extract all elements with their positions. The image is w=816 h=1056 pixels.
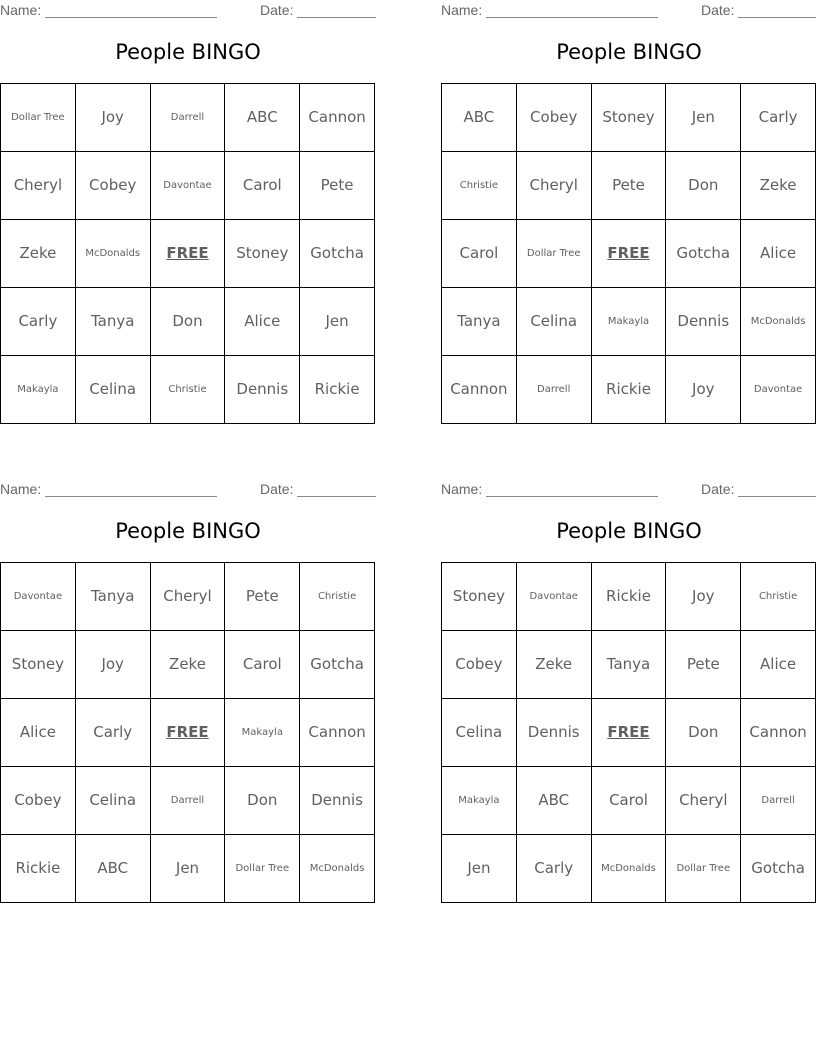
grid-cell[interactable]: Carol [442, 220, 517, 288]
grid-cell[interactable]: Cobey [516, 84, 591, 152]
grid-cell[interactable]: Celina [75, 767, 150, 835]
grid-cell[interactable]: Pete [666, 631, 741, 699]
grid-row [1, 356, 375, 424]
grid-cell[interactable]: Gotcha [300, 631, 375, 699]
grid-cell[interactable]: Tanya [442, 288, 517, 356]
grid-cell[interactable]: Cobey [442, 631, 517, 699]
grid-cell[interactable]: Stoney [225, 220, 300, 288]
grid-row [1, 699, 375, 767]
header-line [0, 479, 376, 499]
grid-row [442, 356, 816, 424]
date-field[interactable] [738, 496, 816, 497]
grid-row [1, 835, 375, 903]
grid-row [442, 152, 816, 220]
date-field[interactable] [297, 496, 376, 497]
grid-cell[interactable]: Carol [591, 767, 666, 835]
grid-cell[interactable]: Stoney [1, 631, 76, 699]
grid-cell[interactable]: Dollar Tree [666, 835, 741, 903]
grid-cell[interactable]: ABC [516, 767, 591, 835]
card-title: People BINGO [556, 40, 702, 64]
name-field[interactable] [486, 17, 658, 18]
grid-cell[interactable]: Carly [516, 835, 591, 903]
grid-cell[interactable]: Cannon [442, 356, 517, 424]
date-label: Date: [260, 481, 294, 497]
grid-cell[interactable]: Cannon [300, 699, 375, 767]
grid-cell[interactable]: Dollar Tree [1, 84, 76, 152]
grid-cell[interactable]: Makayla [442, 767, 517, 835]
grid-cell[interactable]: Joy [75, 631, 150, 699]
grid-cell[interactable]: Tanya [75, 563, 150, 631]
grid-cell[interactable]: McDonalds [75, 220, 150, 288]
name-field[interactable] [486, 496, 658, 497]
free-space[interactable]: FREE [591, 699, 666, 767]
grid-cell[interactable]: Makayla [1, 356, 76, 424]
grid-cell[interactable]: Christie [442, 152, 517, 220]
grid-cell[interactable]: Cheryl [516, 152, 591, 220]
grid-cell[interactable]: Darrell [516, 356, 591, 424]
grid-row [442, 220, 816, 288]
grid-cell[interactable]: Carly [741, 84, 816, 152]
grid-cell[interactable]: Joy [666, 356, 741, 424]
grid-cell[interactable]: Celina [75, 356, 150, 424]
name-field[interactable] [45, 496, 217, 497]
grid-cell[interactable]: Christie [300, 563, 375, 631]
grid-cell[interactable]: Carol [225, 152, 300, 220]
grid-cell[interactable]: Joy [666, 563, 741, 631]
free-space[interactable]: FREE [591, 220, 666, 288]
grid-cell[interactable]: Gotcha [741, 835, 816, 903]
grid-cell[interactable]: Carol [225, 631, 300, 699]
grid-row [442, 288, 816, 356]
grid-cell[interactable]: Carly [1, 288, 76, 356]
grid-cell[interactable]: Cheryl [150, 563, 225, 631]
grid-cell[interactable]: Stoney [591, 84, 666, 152]
bingo-grid [441, 83, 816, 424]
bingo-grid [0, 83, 375, 424]
grid-cell[interactable]: Tanya [75, 288, 150, 356]
grid-cell[interactable]: Davontae [150, 152, 225, 220]
grid-cell[interactable]: Cannon [300, 84, 375, 152]
grid-cell[interactable]: Cheryl [666, 767, 741, 835]
grid-cell[interactable]: Darrell [150, 84, 225, 152]
date-field[interactable] [297, 17, 376, 18]
grid-cell[interactable]: Dollar Tree [516, 220, 591, 288]
grid-cell[interactable]: Stoney [442, 563, 517, 631]
grid-cell[interactable]: Makayla [225, 699, 300, 767]
bingo-grid [441, 562, 816, 903]
grid-row [1, 767, 375, 835]
name-label: Name: [0, 2, 42, 18]
grid-cell[interactable]: Dollar Tree [225, 835, 300, 903]
date-label: Date: [260, 2, 294, 18]
grid-row [442, 835, 816, 903]
grid-cell[interactable]: McDonalds [741, 288, 816, 356]
grid-cell[interactable]: Rickie [591, 563, 666, 631]
card-title: People BINGO [115, 40, 261, 64]
grid-cell[interactable]: Jen [442, 835, 517, 903]
header-line [441, 0, 816, 20]
grid-cell[interactable]: Don [666, 152, 741, 220]
grid-row [442, 84, 816, 152]
grid-row [1, 288, 375, 356]
grid-cell[interactable]: Dennis [666, 288, 741, 356]
grid-cell[interactable]: Carly [75, 699, 150, 767]
name-label: Name: [0, 481, 42, 497]
grid-cell[interactable]: Davontae [741, 356, 816, 424]
name-label: Name: [441, 2, 483, 18]
grid-cell[interactable]: Don [150, 288, 225, 356]
card-title: People BINGO [115, 519, 261, 543]
grid-cell[interactable]: ABC [75, 835, 150, 903]
grid-row [442, 699, 816, 767]
name-field[interactable] [45, 17, 217, 18]
grid-cell[interactable]: Pete [591, 152, 666, 220]
grid-cell[interactable]: Christie [741, 563, 816, 631]
grid-cell[interactable]: Pete [225, 563, 300, 631]
grid-cell[interactable]: Cheryl [1, 152, 76, 220]
grid-cell[interactable]: Alice [741, 220, 816, 288]
date-field[interactable] [738, 17, 816, 18]
grid-cell[interactable]: Alice [741, 631, 816, 699]
grid-row [1, 631, 375, 699]
grid-cell[interactable]: Zeke [741, 152, 816, 220]
grid-cell[interactable]: ABC [225, 84, 300, 152]
grid-cell[interactable]: Rickie [300, 356, 375, 424]
grid-row [1, 220, 375, 288]
card-title: People BINGO [556, 519, 702, 543]
name-label: Name: [441, 481, 483, 497]
grid-cell[interactable]: Gotcha [300, 220, 375, 288]
date-label: Date: [701, 2, 735, 18]
grid-cell[interactable]: Celina [442, 699, 517, 767]
grid-cell[interactable]: Tanya [591, 631, 666, 699]
grid-cell[interactable]: Pete [300, 152, 375, 220]
grid-cell[interactable]: Cobey [1, 767, 76, 835]
grid-row [1, 563, 375, 631]
grid-cell[interactable]: Davontae [516, 563, 591, 631]
grid-row [442, 767, 816, 835]
grid-row [1, 152, 375, 220]
grid-cell[interactable]: Cannon [741, 699, 816, 767]
grid-cell[interactable]: Alice [1, 699, 76, 767]
grid-cell[interactable]: Darrell [741, 767, 816, 835]
date-label: Date: [701, 481, 735, 497]
bingo-grid [0, 562, 375, 903]
free-space[interactable]: FREE [150, 699, 225, 767]
free-space[interactable]: FREE [150, 220, 225, 288]
grid-row [442, 631, 816, 699]
grid-cell[interactable]: Jen [666, 84, 741, 152]
grid-cell[interactable]: McDonalds [591, 835, 666, 903]
grid-cell[interactable]: Zeke [150, 631, 225, 699]
grid-cell[interactable]: Dennis [225, 356, 300, 424]
grid-cell[interactable]: Dennis [300, 767, 375, 835]
grid-cell[interactable]: Alice [225, 288, 300, 356]
grid-cell[interactable]: Jen [150, 835, 225, 903]
grid-cell[interactable]: Rickie [1, 835, 76, 903]
grid-cell[interactable]: Zeke [1, 220, 76, 288]
header-line [441, 479, 816, 499]
grid-cell[interactable]: ABC [442, 84, 517, 152]
grid-cell[interactable]: Christie [150, 356, 225, 424]
grid-cell[interactable]: Dennis [516, 699, 591, 767]
grid-cell[interactable]: Makayla [591, 288, 666, 356]
grid-cell[interactable]: Darrell [150, 767, 225, 835]
grid-cell[interactable]: Don [225, 767, 300, 835]
grid-row [442, 563, 816, 631]
grid-cell[interactable]: Rickie [591, 356, 666, 424]
grid-cell[interactable]: Don [666, 699, 741, 767]
grid-cell[interactable]: Joy [75, 84, 150, 152]
header-line [0, 0, 376, 20]
grid-cell[interactable]: Gotcha [666, 220, 741, 288]
grid-cell[interactable]: Zeke [516, 631, 591, 699]
grid-cell[interactable]: Celina [516, 288, 591, 356]
grid-cell[interactable]: Davontae [1, 563, 76, 631]
grid-cell[interactable]: Cobey [75, 152, 150, 220]
grid-cell[interactable]: McDonalds [300, 835, 375, 903]
grid-cell[interactable]: Jen [300, 288, 375, 356]
grid-row [1, 84, 375, 152]
